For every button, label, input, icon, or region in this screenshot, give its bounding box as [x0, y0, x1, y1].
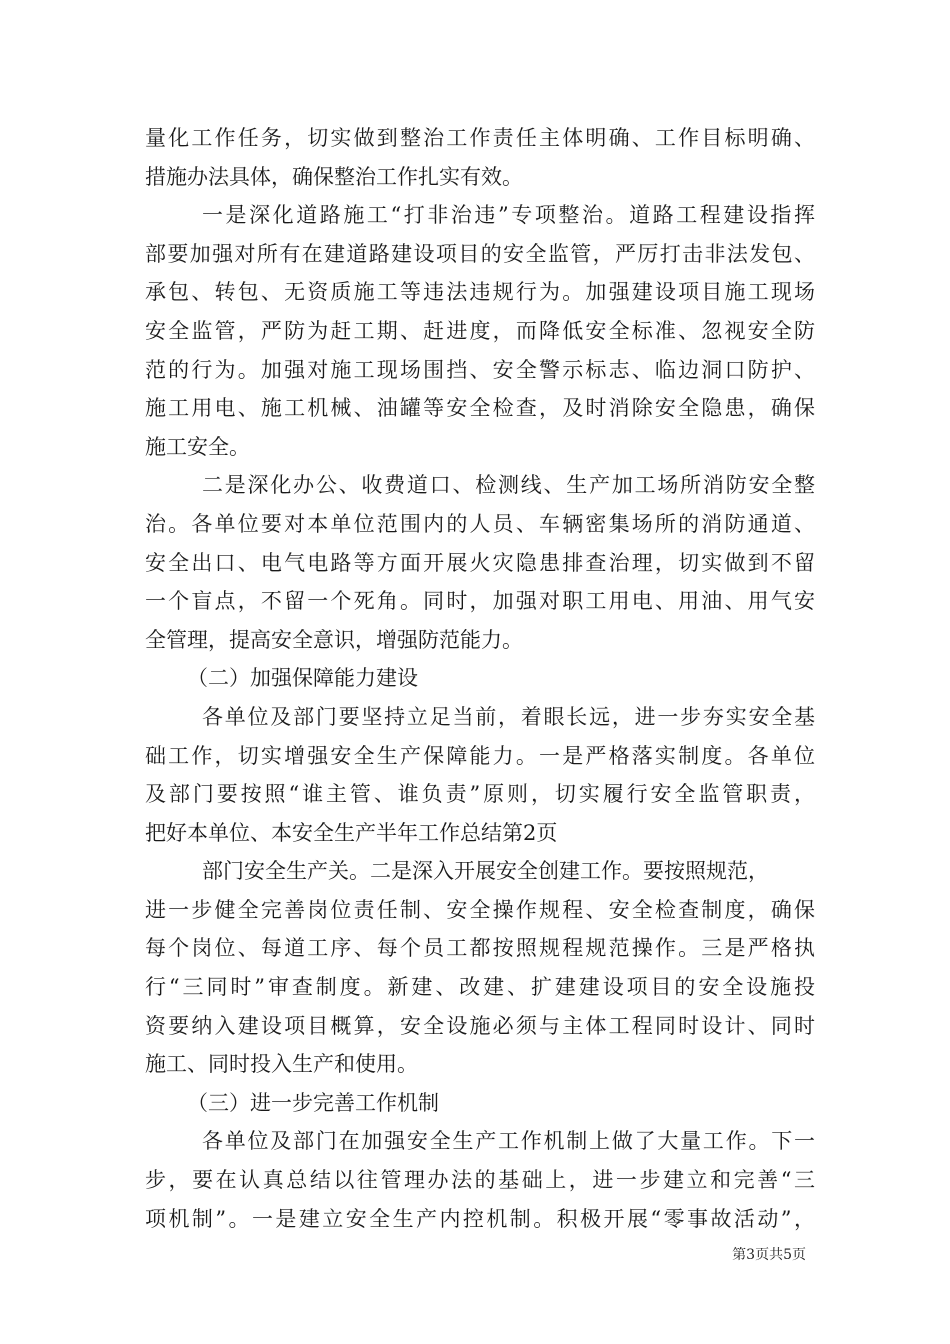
- text-line: 施工、同时投入生产和使用。: [145, 1052, 418, 1077]
- text-line: 各单位及部门要坚持立足当前，着眼长远，进一步夯实安全基: [202, 704, 815, 729]
- text-line: 措施办法具体，确保整治工作扎实有效。: [145, 164, 523, 189]
- text-line: 范的行为。加强对施工现场围挡、安全警示标志、临边洞口防护、: [145, 357, 815, 382]
- text-line: 一个盲点，不留一个死角。同时，加强对职工用电、用油、用气安: [145, 589, 815, 614]
- text-line: 进一步健全完善岗位责任制、安全操作规程、安全检查制度，确保: [145, 897, 815, 922]
- text-line: 把好本单位、本安全生产半年工作总结第2页: [145, 820, 558, 845]
- text-line: 部要加强对所有在建道路建设项目的安全监管，严厉打击非法发包、: [145, 241, 815, 266]
- text-line: 行“三同时”审查制度。新建、改建、扩建建设项目的安全设施投: [145, 975, 815, 1000]
- text-line: 各单位及部门在加强安全生产工作机制上做了大量工作。下一: [202, 1129, 815, 1154]
- text-line: 量化工作任务，切实做到整治工作责任主体明确、工作目标明确、: [145, 126, 815, 150]
- text-line: 础工作，切实增强安全生产保障能力。一是严格落实制度。各单位: [145, 743, 815, 768]
- text-line: 资要纳入建设项目概算，安全设施必须与主体工程同时设计、同时: [145, 1013, 815, 1038]
- text-line: 二是深化办公、收费道口、检测线、生产加工场所消防安全整: [202, 473, 815, 498]
- text-line: 每个岗位、每道工序、每个员工都按照规程规范操作。三是严格执: [145, 936, 815, 961]
- section-heading: （二）加强保障能力建设: [187, 666, 418, 691]
- text-line: 及部门要按照“谁主管、谁负责”原则，切实履行安全监管职责，: [145, 782, 815, 807]
- section-heading: （三）进一步完善工作机制: [187, 1090, 439, 1115]
- text-line: 全管理，提高安全意识，增强防范能力。: [145, 627, 523, 652]
- text-line: 施工用电、施工机械、油罐等安全检查，及时消除安全隐患，确保: [145, 396, 815, 421]
- text-line: 步，要在认真总结以往管理办法的基础上，进一步建立和完善“三: [145, 1168, 815, 1193]
- text-line: 安全出口、电气电路等方面开展火灾隐患排查治理，切实做到不留: [145, 550, 815, 575]
- text-line: 承包、转包、无资质施工等违法违规行为。加强建设项目施工现场: [145, 280, 815, 305]
- text-line: 一是深化道路施工“打非治违”专项整治。道路工程建设指挥: [202, 203, 815, 228]
- text-line: 治。各单位要对本单位范围内的人员、车辆密集场所的消防通道、: [145, 511, 815, 536]
- text-line: 项机制”。一是建立安全生产内控机制。积极开展“零事故活动”，: [145, 1206, 815, 1231]
- page-number: 第3页共5页: [732, 1247, 806, 1263]
- text-line: 部门安全生产关。二是深入开展安全创建工作。要按照规范，: [202, 859, 769, 884]
- text-line: 安全监管，严防为赶工期、赶进度，而降低安全标准、忽视安全防: [145, 318, 815, 343]
- document-body: [145, 119, 815, 1238]
- text-line: 施工安全。: [145, 434, 250, 459]
